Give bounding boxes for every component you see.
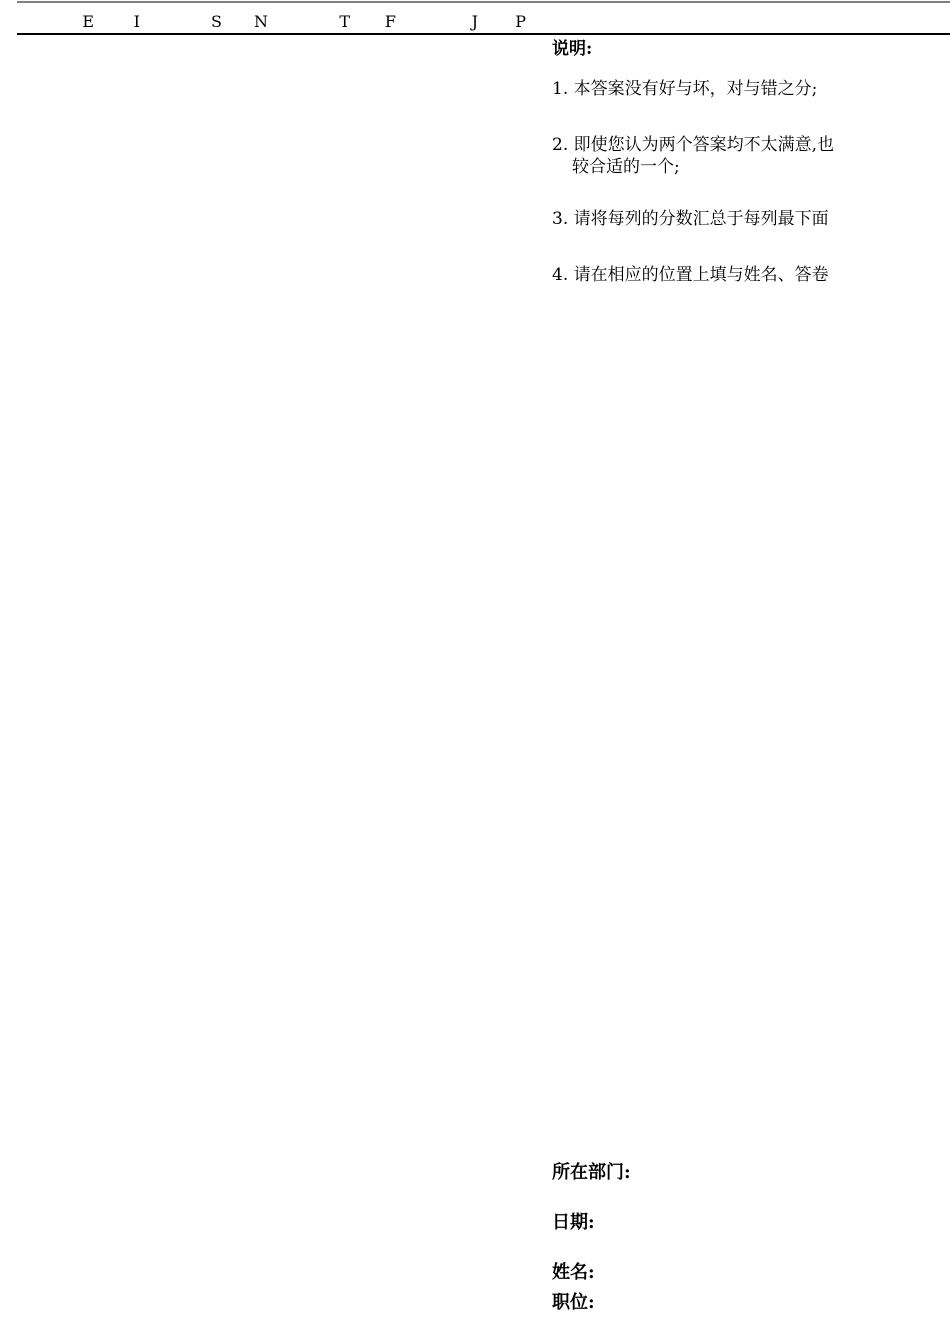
instructions-panel [552,30,950,1344]
column-header-t: T [339,12,350,31]
notes-title: 说明: [552,39,593,59]
column-header-j: J [471,12,478,31]
note-item-2: 2. 即使您认为两个答案均不太满意,也 [552,135,835,155]
note-item-2-cont: 较合适的一个; [572,157,680,177]
column-header-f: F [384,12,396,31]
note-item-3: 3. 请将每列的分数汇总于每列最下面 [552,209,829,229]
note-item-1: 1. 本答案没有好与坏，对与错之分; [552,79,818,99]
column-header-p: P [515,12,526,31]
column-header-n: N [254,12,268,31]
department-field[interactable]: 所在部门: [552,1162,631,1183]
name-field[interactable]: 姓名: [552,1262,595,1283]
date-field[interactable]: 日期: [552,1212,595,1233]
column-header-e: E [82,12,94,31]
column-header-s: S [211,12,222,31]
note-item-4: 4. 请在相应的位置上填与姓名、答卷 [552,265,829,285]
column-header-i: I [133,12,140,31]
position-field[interactable]: 职位: [552,1292,595,1313]
